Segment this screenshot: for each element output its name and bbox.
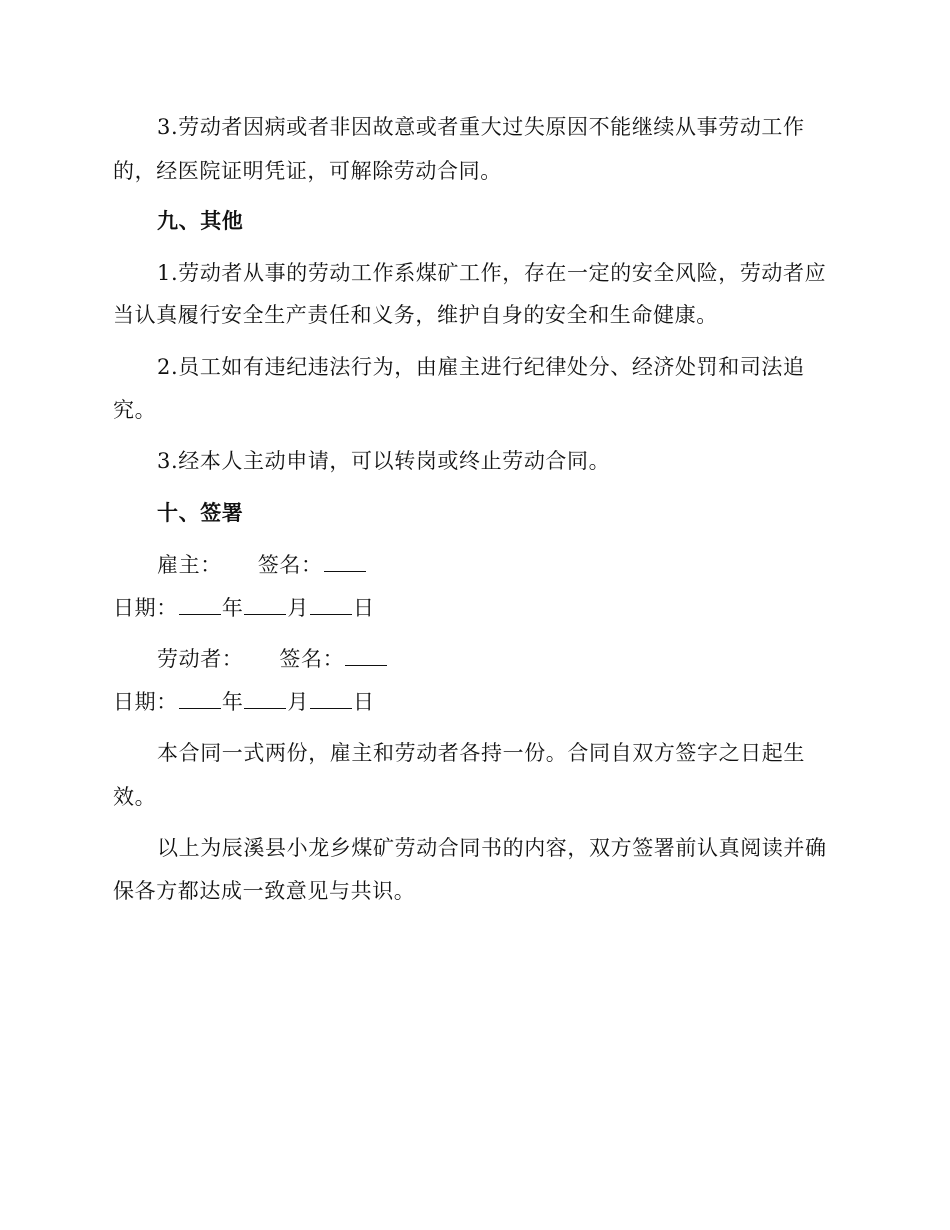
section10-heading: 十、签署 [157,500,244,525]
day-label: 日 [353,596,375,620]
employer-sign-blank[interactable] [324,553,366,572]
closing-p2-line1: 以上为辰溪县小龙乡煤矿劳动合同书的内容，双方签署前认真阅读并确 [157,836,827,860]
section9-item2-line1: 2.员工如有违纪违法行为，由雇主进行纪律处分、经济处罚和司法追 [157,355,805,379]
month-label: 月 [287,690,310,714]
employer-date-line [113,593,375,623]
worker-sign-blank[interactable] [345,647,387,666]
worker-date-line [113,687,375,717]
sign-label: 签名： [257,553,323,577]
section9-item3-line1: 3.经本人主动申请，可以转岗或终止劳动合同。 [157,449,611,473]
worker-label: 劳动者： [157,647,244,671]
year-label: 年 [221,596,244,620]
worker-signature-line [157,644,388,674]
date-label: 日期： [113,596,178,620]
closing-p2-line2: 保各方都达成一致意见与共识。 [113,879,416,903]
year-blank[interactable] [179,690,221,709]
month-label: 月 [287,596,310,620]
closing-p1-line2: 效。 [113,785,157,809]
closing-p1-line1: 本合同一式两份，雇主和劳动者各持一份。合同自双方签字之日起生 [157,741,805,765]
employer-label: 雇主： [157,553,222,577]
day-label: 日 [353,690,375,714]
section9-heading: 九、其他 [157,208,244,233]
section8-item3-line2: 的，经医院证明凭证，可解除劳动合同。 [113,159,502,183]
date-label: 日期： [113,690,178,714]
year-label: 年 [221,690,244,714]
section8-item3-line1: 3.劳动者因病或者非因故意或者重大过失原因不能继续从事劳动工作 [157,115,805,139]
day-blank[interactable] [310,596,352,615]
month-blank[interactable] [244,690,286,709]
section9-item2-line2: 究。 [113,398,157,422]
section9-item1-line2: 当认真履行安全生产责任和义务，维护自身的安全和生命健康。 [113,303,718,327]
year-blank[interactable] [179,596,221,615]
section9-item1-line1: 1.劳动者从事的劳动工作系煤矿工作，存在一定的安全风险，劳动者应 [157,261,827,285]
sign-label: 签名： [279,647,345,671]
month-blank[interactable] [244,596,286,615]
employer-signature-line [157,550,367,580]
day-blank[interactable] [310,690,352,709]
